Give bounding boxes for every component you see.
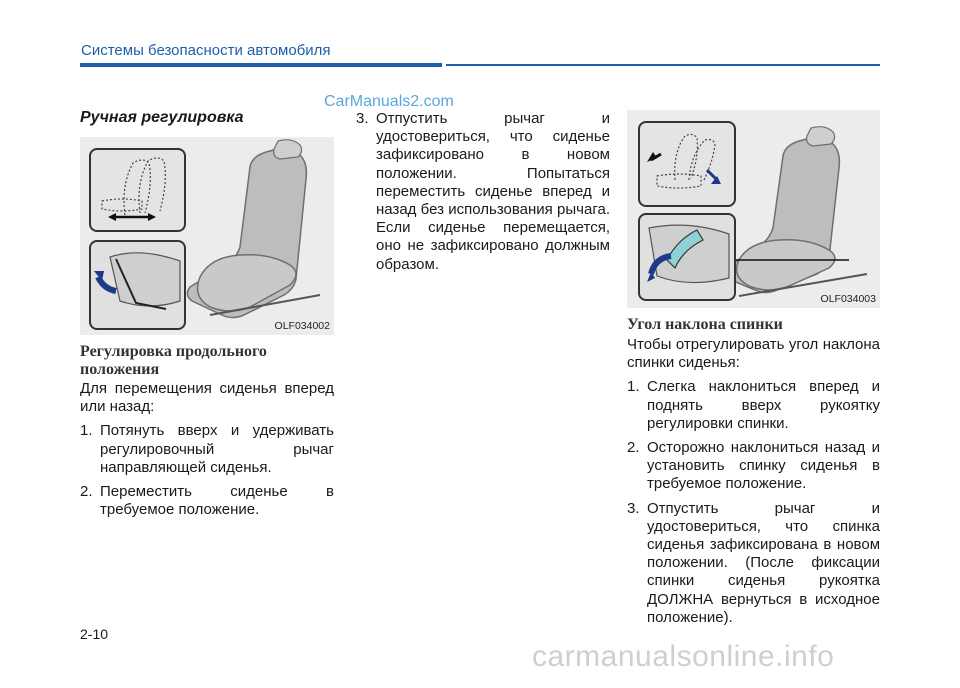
list-item: 2. Переместить сиденье в требуемое положение. <box>80 483 334 519</box>
list-item: 2. Осторожно наклониться назад и установить спинку сиденья в требуемое положение. <box>627 439 880 493</box>
figure-code: OLF034003 <box>820 293 876 305</box>
figure-code: OLF034002 <box>274 320 330 332</box>
page-number: 2-10 <box>80 626 109 642</box>
list-item: 3. Отпустить рычаг и удостовериться, что сиденье зафиксировано в новом положении. Попытаться переместить сиденье вперед и назад без использования рычага. Если сиденье перемещается, оно не зафиксировано должным образом. <box>356 110 610 273</box>
seat-recline-figure <box>627 110 880 308</box>
watermark-top: CarManuals2.com <box>324 93 454 110</box>
section-title: Ручная регулировка <box>80 109 244 126</box>
header-rule <box>80 63 442 67</box>
list-item: 1. Потянуть вверх и удерживать регулировочный рычаг направляющей сиденья. <box>80 422 334 476</box>
header-rule-thin <box>446 64 880 66</box>
subheading-slide: Регулировка продольного положения <box>80 343 267 378</box>
intro-paragraph: Для перемещения сиденья вперед или назад: <box>80 380 334 416</box>
list-item: 3. Отпустить рычаг и удостовериться, что спинка сиденья зафиксирована в новом положении. (После фиксации спинки сиденья рукоятка ДОЛЖНА вернуться в исходное положение). <box>627 499 880 626</box>
seat-illustration <box>627 110 880 308</box>
seat-illustration <box>80 137 334 335</box>
page-header-title: Системы безопасности автомобиля <box>81 42 331 59</box>
subheading-recline: Угол наклона спинки <box>627 316 783 333</box>
seat-slide-figure <box>80 137 334 335</box>
watermark-bottom: carmanualsonline.info <box>532 640 835 673</box>
list-item: 1. Слегка наклониться вперед и поднять вверх рукоятку регулировки спинки. <box>627 378 880 432</box>
intro-paragraph: Чтобы отрегулировать угол наклона спинки сиденья: <box>627 336 880 372</box>
